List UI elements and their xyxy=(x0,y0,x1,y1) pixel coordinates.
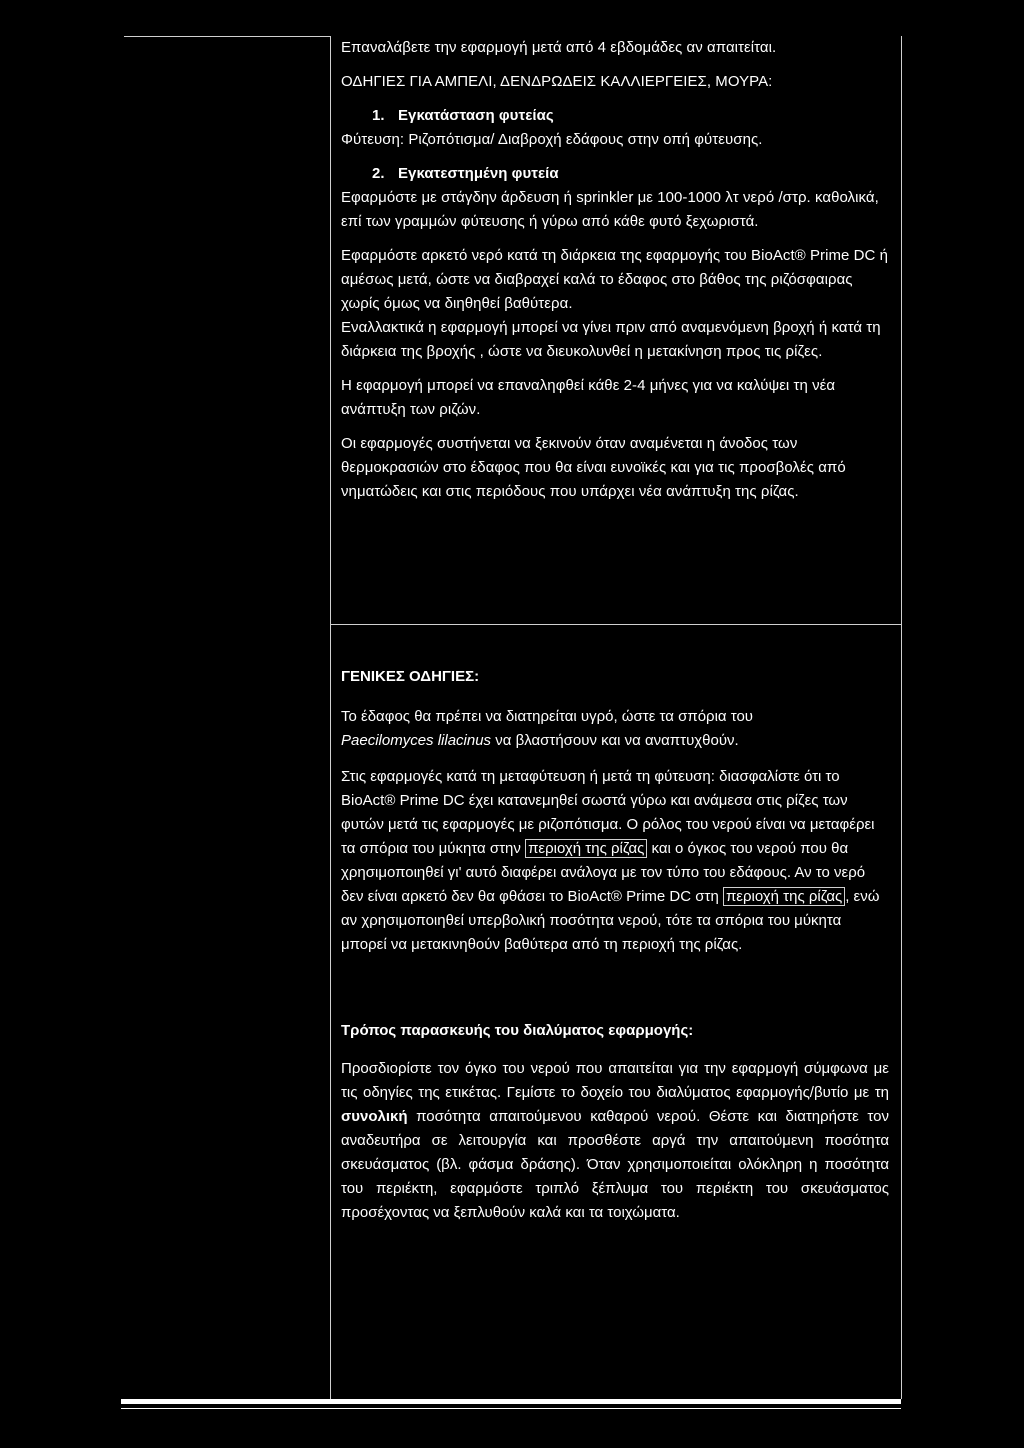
item-1-title-text: Εγκατάσταση φυτείας xyxy=(398,107,554,124)
para-rain: Εναλλακτικά η εφαρμογή μπορεί να γίνει πριν από αναμενόμενη βροχή ή κατά τη διάρκεια της βροχής , ώστε να διευκολυνθεί η μετακίνηση προς τις ρίζες. xyxy=(341,319,881,360)
prep-paragraph xyxy=(341,1057,889,1225)
para-repeat: Η εφαρμογή μπορεί να επαναληφθεί κάθε 2-4 μήνες για να καλύψει τη νέα ανάπτυξη των ριζών. xyxy=(341,377,836,418)
general-heading: ΓΕΝΙΚΕΣ ΟΔΗΓΙΕΣ: xyxy=(341,668,480,685)
vine-heading: ΟΔΗΓΙΕΣ ΓΙΑ ΑΜΠΕΛΙ, ΔΕΝΔΡΩΔΕΙΣ ΚΑΛΛΙΕΡΓΕΙΕΣ, ΜΟΥΡΑ: xyxy=(341,73,773,90)
item-2-number: 2. xyxy=(372,165,385,182)
footer-rule-thin xyxy=(121,1408,901,1409)
item-1-text: Φύτευση: Ριζοπότισμα/ Διαβροχή εδάφους στην οπή φύτευσης. xyxy=(341,131,763,148)
item-1-title xyxy=(341,104,889,128)
instructions-section xyxy=(341,36,889,504)
general-p1-text: Το έδαφος θα πρέπει να διατηρείται υγρό, ώστε τα σπόρια του xyxy=(341,708,754,725)
item-1-number: 1. xyxy=(372,107,385,124)
top-rule xyxy=(124,36,331,37)
item-2-title xyxy=(341,162,889,186)
general-p1 xyxy=(341,705,889,753)
prep-heading: Τρόπος παρασκευής του διαλύματος εφαρμογής: xyxy=(341,1022,694,1039)
prep-text-end: ποσότητα απαιτούμενου καθαρού νερού. Θέστε και διατηρήστε τον αναδευτήρα σε λειτουργία και προσθέστε αργά την απαιτούμενη ποσότητα σκευάσματος (βλ. φάσμα δράσης). Όταν χρησιμοποιείται ολόκληρη η ποσότητα του περιέκτη, εφαρμόστε τριπλό ξέπλυμα του περιέκτη του σκευάσματος προσέχοντας να ξεπλυθούν καλά και τα τοιχώματα. xyxy=(341,1108,889,1221)
general-p1-end: να βλαστήσουν και να αναπτυχθούν. xyxy=(491,732,739,749)
general-section xyxy=(341,665,889,1225)
item-2-title-text: Εγκατεστημένη φυτεία xyxy=(398,165,559,182)
general-p2-text: Στις εφαρμογές κατά τη μεταφύτευση ή μετά τη φύτευση: διασφαλίστε ότι το BioAct® Prime DC έχει κατανεμηθεί σωστά γύρω και ανάμεσα στις ρίζες των φυτών μετά τις εφαρμογές με ριζοπότισμα. Ο ρόλος του νερού είναι να μεταφέρει τα σπόρια του μύκητα στην xyxy=(341,768,875,857)
prep-bold-word: συνολική xyxy=(341,1108,408,1125)
footer-rule-thick xyxy=(121,1399,901,1404)
general-p2-end: , ενώ αν χρησιμοποιηθεί υπερβολική ποσότητα νερού, τότε τα σπόρια του μύκητα μπορεί να μετακινηθούν βαθύτερα από τη περιοχή της ρίζας. xyxy=(341,888,880,953)
species-name: Paecilomyces lilacinus xyxy=(341,732,492,749)
root-zone-highlight-1: περιοχή της ρίζας xyxy=(525,839,647,858)
general-p2 xyxy=(341,765,889,957)
para-water: Εφαρμόστε αρκετό νερό κατά τη διάρκεια της εφαρμογής του BioAct® Prime DC ή αμέσως μετά, ώστε να διαβραχεί καλά το έδαφος στο βάθος της ριζόσφαιρας χωρίς όμως να διηθηθεί βαθύτερα. xyxy=(341,247,889,312)
prep-text: Προσδιορίστε τον όγκο του νερού που απαιτείται για την εφαρμογή σύμφωνα με τις οδηγίες της ετικέτας. Γεμίστε το δοχείο του διαλύματος εφαρμογής/βυτίο με τη xyxy=(341,1060,889,1101)
repeat-note: Επαναλάβετε την εφαρμογή μετά από 4 εβδομάδες αν απαιτείται. xyxy=(341,39,777,56)
general-p2-mid: και ο όγκος του νερού που θα χρησιμοποιηθεί γι' αυτό διαφέρει ανάλογα με τον τύπο του εδάφους. Αν το νερό δεν είναι αρκετό δεν θα φθάσει το BioAct® Prime DC στη xyxy=(341,840,866,905)
item-2-text: Εφαρμόστε με στάγδην άρδευση ή sprinkler με 100-1000 λτ νερό /στρ. καθολικά, επί των γραμμών φύτευσης ή γύρω από κάθε φυτό ξεχωριστά. xyxy=(341,189,879,230)
root-zone-highlight-2: περιοχή της ρίζας xyxy=(723,887,845,906)
para-timing: Οι εφαρμογές συστήνεται να ξεκινούν όταν αναμένεται η άνοδος των θερμοκρασιών στο έδαφος που θα είναι ευνοϊκές και για τις προσβολές από νηματώδεις και στις περιόδους που υπάρχει νέα ανάπτυξη της ρίζας. xyxy=(341,435,846,500)
